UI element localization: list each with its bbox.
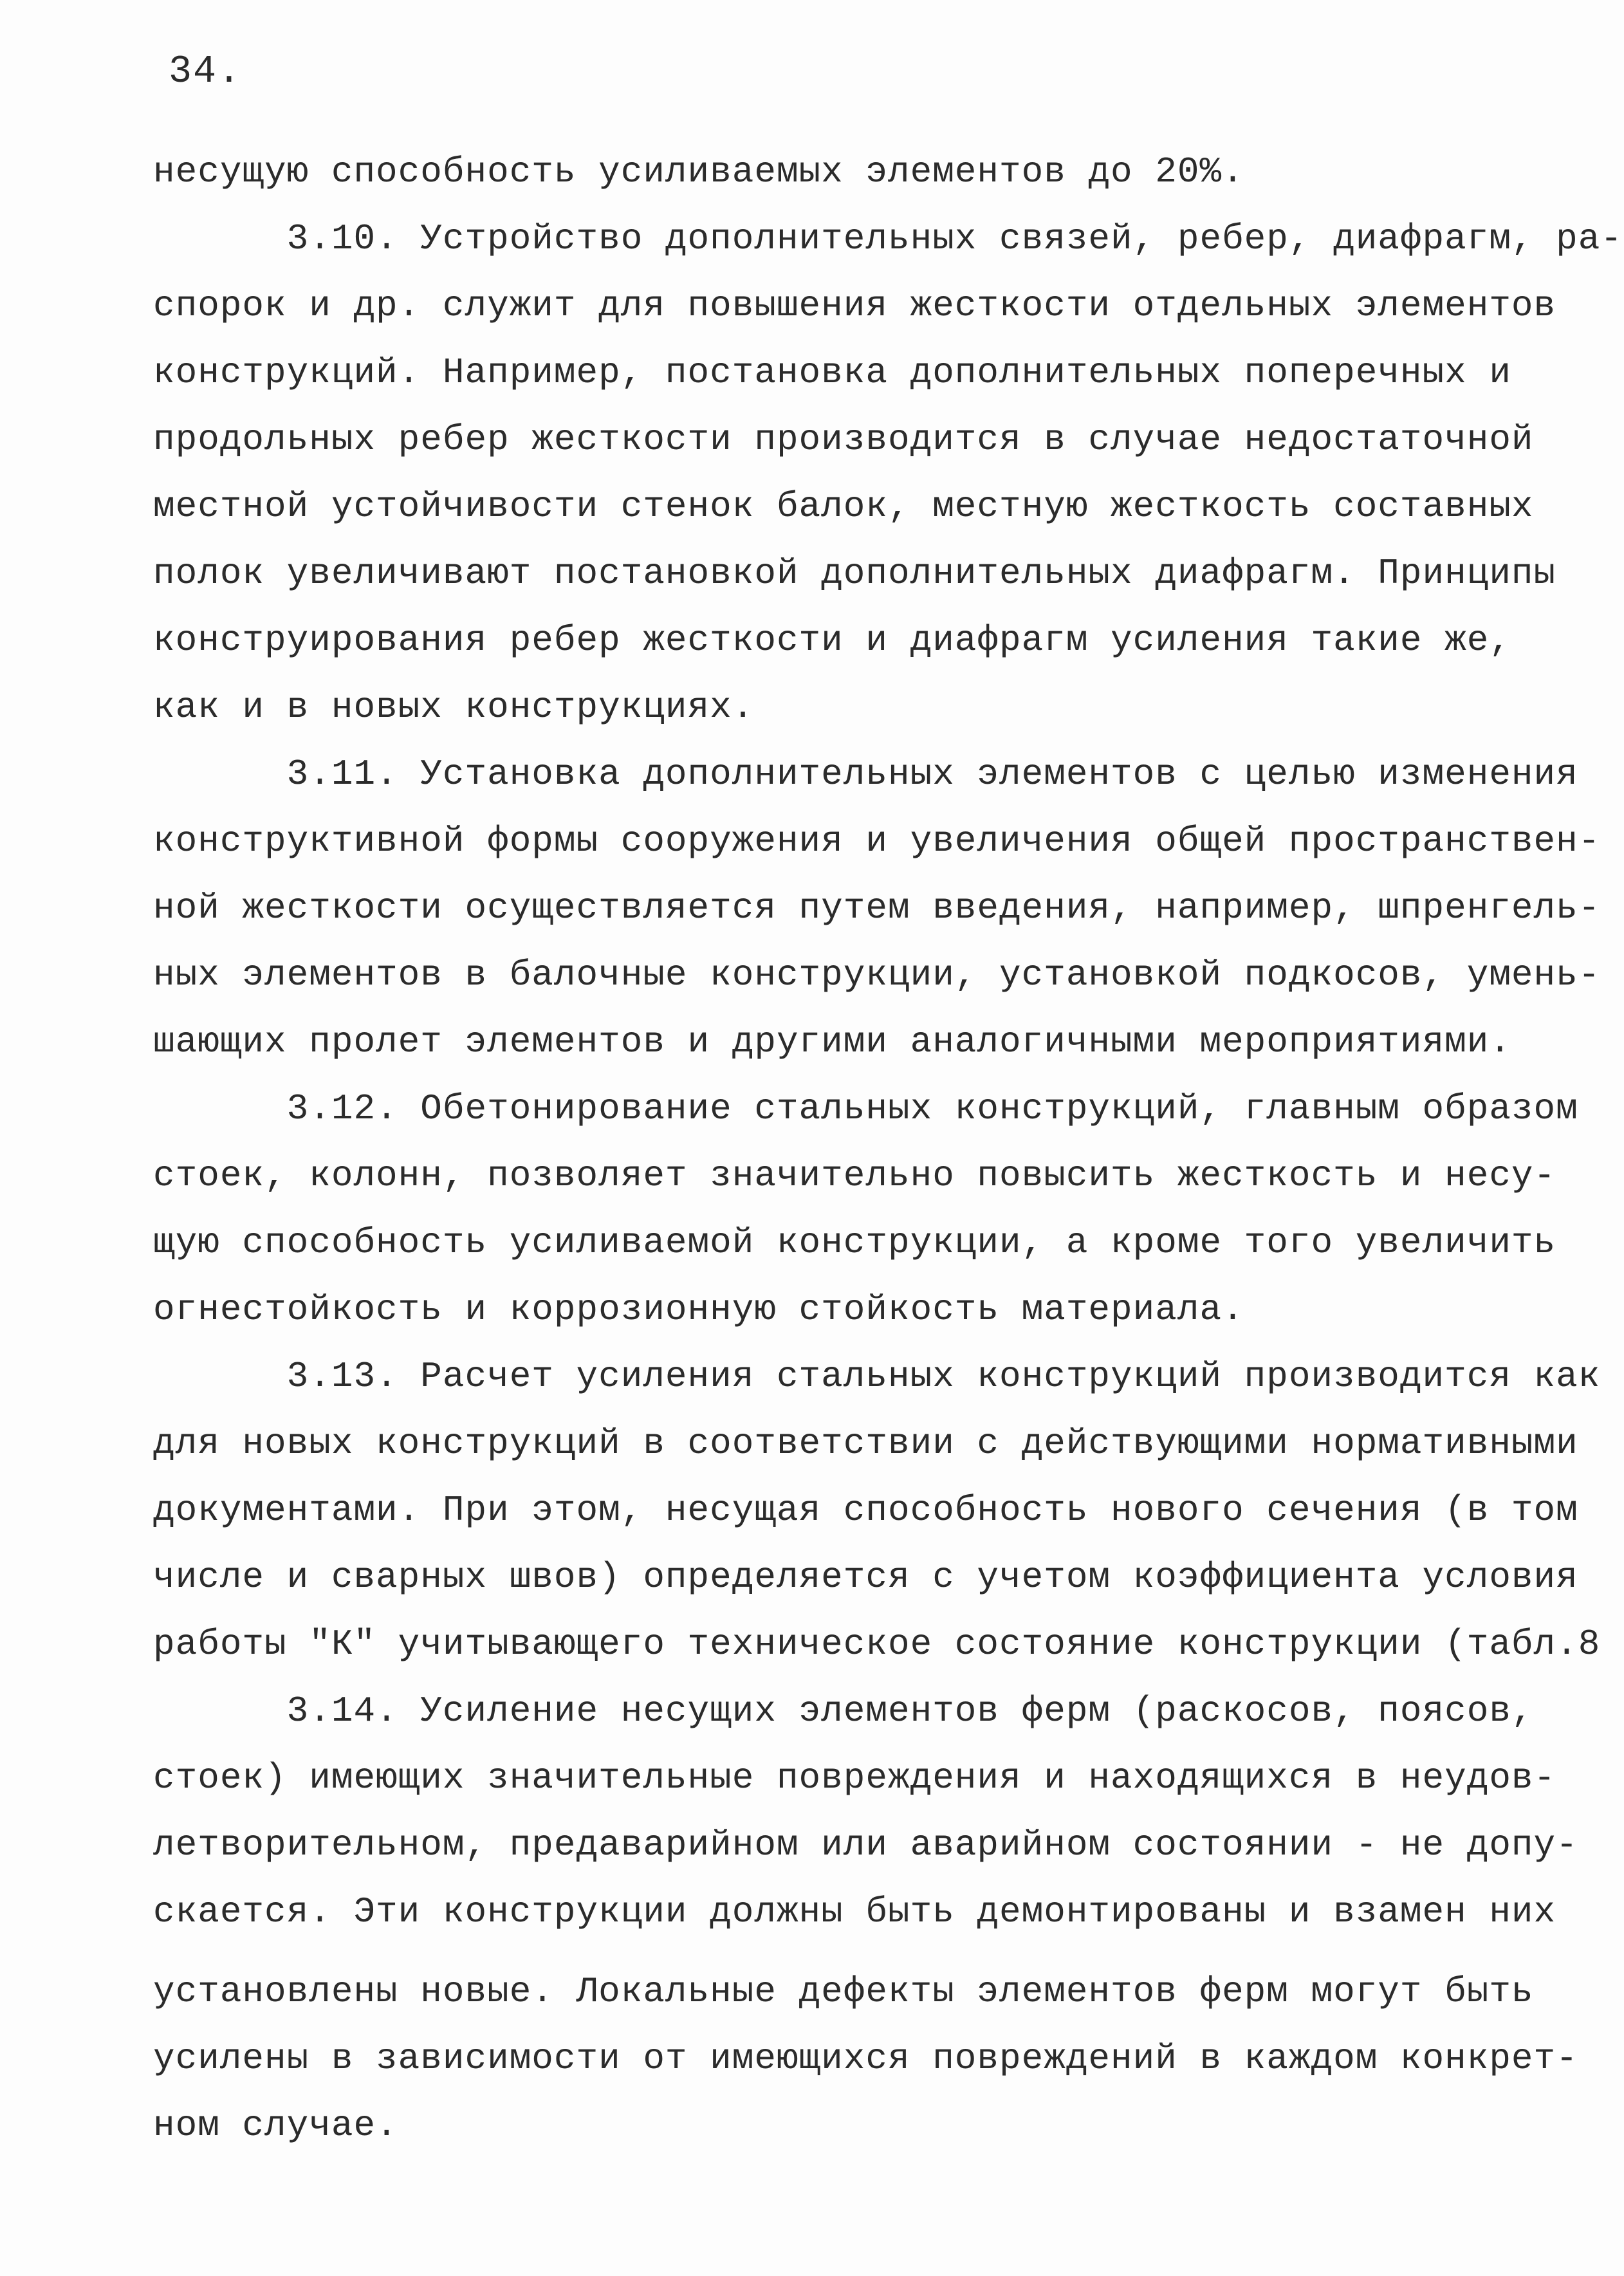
text-line: стоек, колонн, позволяет значительно повысить жесткость и несу- [153,1155,1556,1196]
text-line: стоек) имеющих значительные повреждения и находящихся в неудов- [153,1757,1556,1799]
text-line: 3.12. Обетонирование стальных конструкций, главным образом [153,1088,1578,1129]
text-line: числе и сварных швов) определяется с учетом коэффициента условия [153,1557,1578,1598]
text-line: продольных ребер жесткости производится в случае недостаточной [153,419,1534,460]
text-line: ных элементов в балочные конструкции, установкой подкосов, умень- [153,954,1601,995]
text-line: усилены в зависимости от имеющихся повреждений в каждом конкрет- [153,2038,1578,2079]
text-line: для новых конструкций в соответствии с действующими нормативными [153,1423,1578,1464]
text-line: 3.10. Устройство дополнительных связей, ребер, диафрагм, ра- [153,218,1623,259]
text-line: документами. При этом, несущая способность нового сечения (в том [153,1490,1578,1531]
text-line: ной жесткости осуществляется путем введения, например, шпренгель- [153,887,1601,929]
text-line: шающих пролет элементов и другими аналогичными мероприятиями. [153,1021,1511,1062]
text-line: как и в новых конструкциях. [153,687,755,728]
text-line: несущую способность усиливаемых элементов до 20%. [153,151,1244,192]
text-line: полок увеличивают постановкой дополнительных диафрагм. Принципы [153,553,1556,594]
text-line: щую способность усиливаемой конструкции, а кроме того увеличить [153,1222,1556,1263]
text-line: 3.14. Усиление несущих элементов ферм (раскосов, поясов, [153,1690,1534,1732]
text-line: конструирования ребер жесткости и диафрагм усиления такие же, [153,620,1511,661]
text-line: огнестойкость и коррозионную стойкость материала. [153,1289,1244,1330]
text-line: спорок и др. служит для повышения жесткости отдельных элементов [153,285,1556,326]
text-line: конструктивной формы сооружения и увеличения общей пространствен- [153,820,1601,862]
text-line: местной устойчивости стенок балок, местную жесткость составных [153,486,1534,527]
text-line: конструкций. Например, постановка дополнительных поперечных и [153,352,1511,393]
text-line: скается. Эти конструкции должны быть демонтированы и взамен них [153,1891,1556,1932]
text-line: установлены новые. Локальные дефекты элементов ферм могут быть [153,1971,1534,2012]
page-number: 34. [169,50,243,94]
text-line: ном случае. [153,2105,398,2146]
text-line: работы "К" учитывающего техническое состояние конструкции (табл.8 [153,1624,1601,1665]
text-line: летворительном, предаварийном или аварийном состоянии - не допу- [153,1824,1578,1865]
text-line: 3.11. Установка дополнительных элементов с целью изменения [153,754,1578,795]
text-line: 3.13. Расчет усиления стальных конструкций производится как [153,1356,1601,1397]
